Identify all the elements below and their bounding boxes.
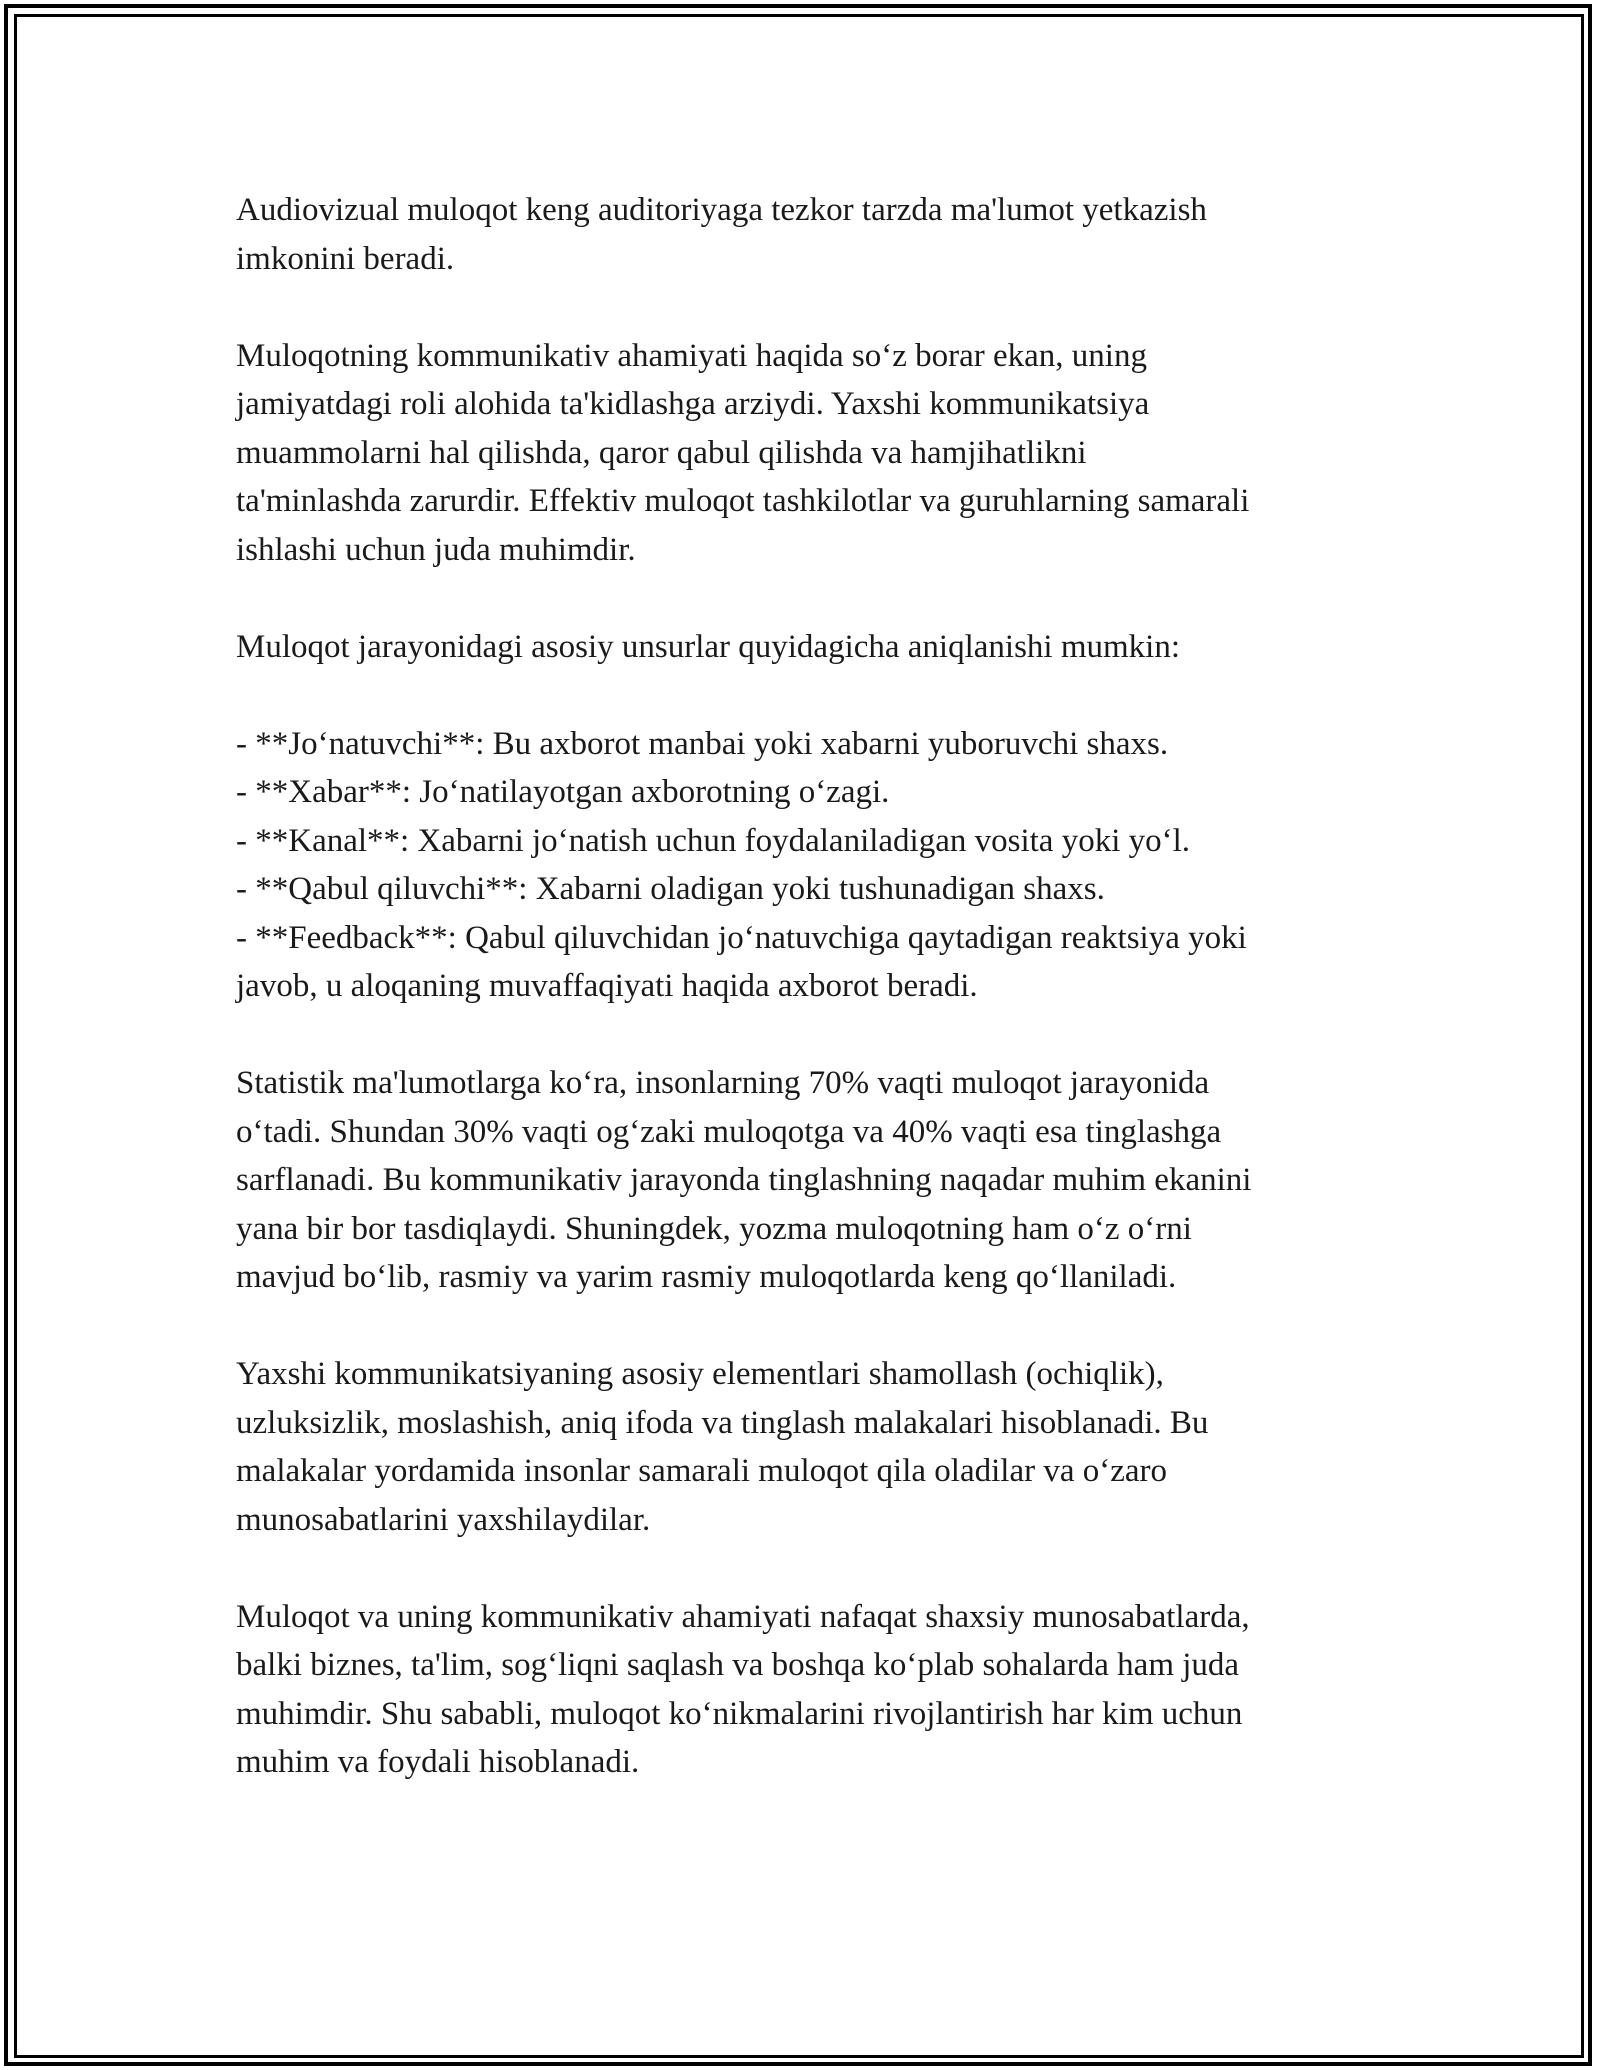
paragraph-audiovisual xyxy=(236,186,1396,283)
paragraph-conclusion xyxy=(236,1593,1396,1787)
list-item: javob, u aloqaning muvaffaqiyati haqida axborot beradi. xyxy=(236,968,978,1004)
text-line: munosabatlarini yaxshilaydilar. xyxy=(236,1501,651,1538)
list-item: - **Xabar**: Jo‘natilayotgan axborotning o‘zagi. xyxy=(236,774,890,810)
text-line: muammolarni hal qilishda, qaror qabul qilishda va hamjihatlikni xyxy=(236,434,1087,471)
text-line: Muloqot va uning kommunikativ ahamiyati nafaqat shaxsiy munosabatlarda, xyxy=(236,1598,1250,1635)
list-item: - **Jo‘natuvchi**: Bu axborot manbai yoki xabarni yuboruvchi shaxs. xyxy=(236,725,1169,762)
elements-list xyxy=(236,720,1396,1011)
document-body xyxy=(236,186,1396,1835)
text-line: mavjud bo‘lib, rasmiy va yarim rasmiy muloqotlarda keng qo‘llaniladi. xyxy=(236,1259,1177,1295)
paragraph-communicative-importance xyxy=(236,332,1396,575)
text-line: Yaxshi kommunikatsiyaning asosiy elementlari shamollash (ochiqlik), xyxy=(236,1356,1164,1392)
text-line: muhim va foydali hisoblanadi. xyxy=(236,1744,640,1780)
text-line: Statistik ma'lumotlarga ko‘ra, insonlarning 70% vaqti muloqot jarayonida xyxy=(236,1065,1210,1101)
text-line: muhimdir. Shu sababli, muloqot ko‘nikmalarini rivojlantirish har kim uchun xyxy=(236,1695,1243,1732)
list-item: - **Feedback**: Qabul qiluvchidan jo‘natuvchiga qaytadigan reaktsiya yoki xyxy=(236,919,1247,956)
text-line: Audiovizual muloqot keng auditoriyaga tezkor tarzda ma'lumot yetkazish xyxy=(236,192,1207,228)
paragraph-statistics xyxy=(236,1059,1396,1302)
text-line: Muloqot jarayonidagi asosiy unsurlar quyidagicha aniqlanishi mumkin: xyxy=(236,628,1181,665)
list-item: - **Qabul qiluvchi**: Xabarni oladigan yoki tushunadigan shaxs. xyxy=(236,871,1105,907)
text-line: malakalar yordamida insonlar samarali muloqot qila oladilar va o‘zaro xyxy=(236,1453,1167,1489)
text-line: o‘tadi. Shundan 30% vaqti og‘zaki muloqotga va 40% vaqti esa tinglashga xyxy=(236,1113,1222,1150)
text-line: jamiyatdagi roli alohida ta'kidlashga arziydi. Yaxshi kommunikatsiya xyxy=(236,386,1150,422)
text-line: Muloqotning kommunikativ ahamiyati haqida so‘z borar ekan, uning xyxy=(236,337,1147,374)
list-item: - **Kanal**: Xabarni jo‘natish uchun foydalaniladigan vosita yoki yo‘l. xyxy=(236,822,1191,859)
paragraph-key-elements xyxy=(236,1350,1396,1544)
text-line: balki biznes, ta'lim, sog‘liqni saqlash va boshqa ko‘plab sohalarda ham juda xyxy=(236,1647,1240,1683)
text-line: ta'minlashda zarurdir. Effektiv muloqot tashkilotlar va guruhlarning samarali xyxy=(236,483,1250,519)
text-line: yana bir bor tasdiqlaydi. Shuningdek, yozma muloqotning ham o‘z o‘rni xyxy=(236,1210,1192,1247)
text-line: imkonini beradi. xyxy=(236,240,455,277)
text-line: sarflanadi. Bu kommunikativ jarayonda tinglashning naqadar muhim ekanini xyxy=(236,1162,1252,1198)
text-line: ishlashi uchun juda muhimdir. xyxy=(236,531,636,568)
text-line: uzluksizlik, moslashish, aniq ifoda va tinglash malakalari hisoblanadi. Bu xyxy=(236,1404,1209,1441)
paragraph-elements-intro xyxy=(236,623,1396,672)
